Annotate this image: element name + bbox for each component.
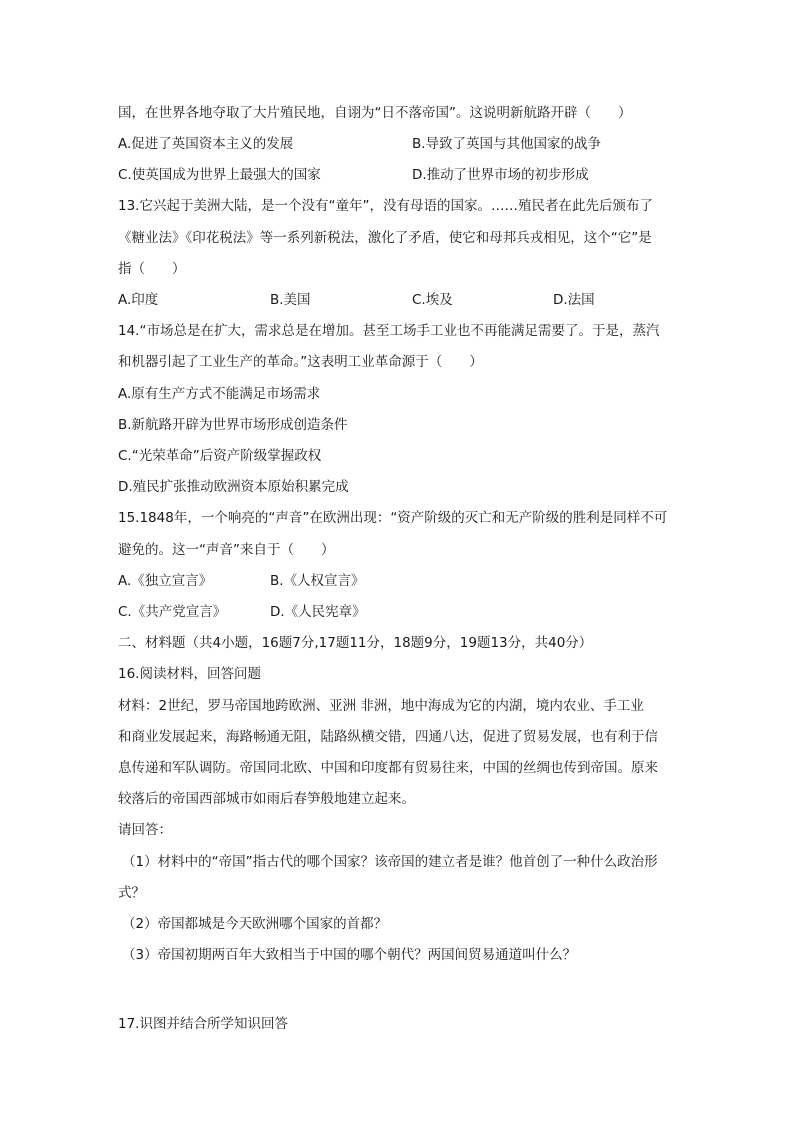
q14-stem-line2: 和机器引起了工业生产的革命。”这表明工业革命源于（ ） [118, 354, 483, 370]
q17-title: 17.识图并结合所学知识回答 [118, 1016, 288, 1032]
section-heading-materials: 二、材料题（共4小题，16题7分,17题11分，18题9分，19题13分，共40分） [118, 635, 593, 651]
q15-stem-line2: 避免的。这一“声音”来自于（ ） [118, 542, 335, 558]
q16-prompt: 请回答： [118, 822, 172, 838]
q16-subquestion-1-line1: （1）材料中的“帝国”指古代的哪个国家？该帝国的建立者是谁？他首创了一种什么政治形 [122, 854, 658, 870]
q15-option-d: D.《人民宪章》 [270, 604, 366, 620]
q15-option-b: B.《人权宣言》 [270, 573, 365, 589]
q13-option-d: D.法国 [553, 292, 595, 308]
q13-option-a: A.印度 [118, 292, 159, 308]
q14-option-b: B.新航路开辟为世界市场形成创造条件 [118, 417, 348, 433]
q13-option-c: C.埃及 [412, 292, 453, 308]
q12-option-b: B.导致了英国与其他国家的战争 [412, 136, 602, 152]
q14-option-a: A.原有生产方式不能满足市场需求 [118, 386, 321, 402]
q14-option-c: C.“光荣革命”后资产阶级掌握政权 [118, 448, 322, 464]
q15-option-a: A.《独立宣言》 [118, 573, 213, 589]
q16-title: 16.阅读材料，回答问题 [118, 666, 261, 682]
q16-subquestion-2: （2）帝国都城是今天欧洲哪个国家的首都？ [122, 916, 388, 932]
q13-stem-line3: 指（ ） [118, 261, 186, 277]
q16-material-line4: 较落后的帝国西部城市如雨后春笋般地建立起来。 [118, 791, 415, 807]
q13-stem-line1: 13.它兴起于美洲大陆，是一个没有“童年”，没有母语的国家。……殖民者在此先后颁布了 [118, 198, 653, 214]
q15-option-c: C.《共产党宣言》 [118, 604, 227, 620]
q13-option-b: B.美国 [270, 292, 311, 308]
q12-stem-continuation: 国，在世界各地夺取了大片殖民地，自诩为“日不落帝国”。这说明新航路开辟（ ） [118, 105, 632, 121]
q12-option-d: D.推动了世界市场的初步形成 [412, 167, 589, 183]
q14-option-d: D.殖民扩张推动欧洲资本原始积累完成 [118, 479, 349, 495]
q13-stem-line2: 《糖业法》《印花税法》等一系列新税法，激化了矛盾，使它和母邦兵戎相见，这个“它”是 [118, 230, 652, 246]
q12-option-a: A.促进了英国资本主义的发展 [118, 136, 294, 152]
q12-option-c: C.使英国成为世界上最强大的国家 [118, 167, 321, 183]
q16-material-line2: 和商业发展起来，海路畅通无阻，陆路纵横交错，四通八达，促进了贸易发展，也有利于信 [118, 729, 658, 745]
q16-material-line1: 材料：2世纪，罗马帝国地跨欧洲、亚洲 非洲，地中海成为它的内湖，境内农业、手工业 [118, 698, 644, 714]
q15-stem-line1: 15.1848年，一个响亮的“声音”在欧洲出现：“资产阶级的灭亡和无产阶级的胜利是同样不可 [118, 510, 668, 526]
q14-stem-line1: 14.“市场总是在扩大，需求总是在增加。甚至工场手工业也不再能满足需要了。于是，蒸汽 [118, 323, 660, 339]
q16-material-line3: 息传递和军队调防。帝国同北欧、中国和印度都有贸易往来，中国的丝绸也传到帝国。原来 [118, 760, 658, 776]
q16-subquestion-3: （3）帝国初期两百年大致相当于中国的哪个朝代？两国间贸易通道叫什么？ [122, 947, 577, 963]
q16-subquestion-1-line2: 式？ [118, 885, 145, 901]
